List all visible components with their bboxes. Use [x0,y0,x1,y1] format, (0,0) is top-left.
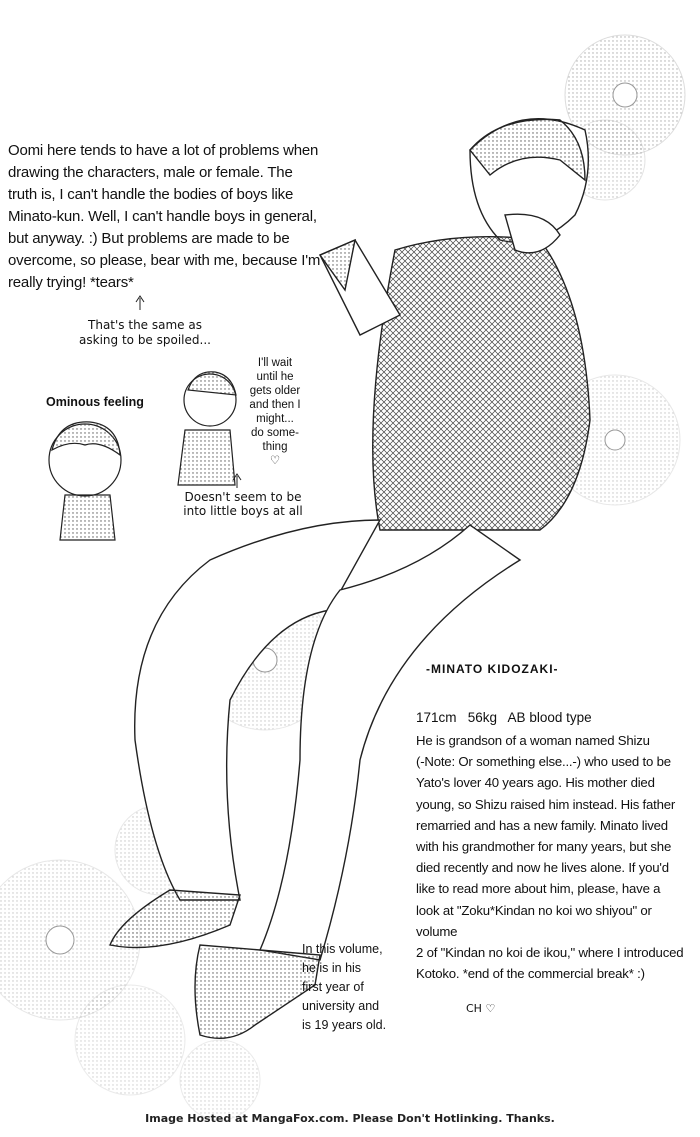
ominous-feeling-label: Ominous feeling [46,395,144,409]
hosting-footer: Image Hosted at MangaFox.com. Please Don't Hotlinking. Thanks. [145,1112,555,1125]
signature: CH ♡ [466,1002,496,1015]
volume-note: In this volume, he is in his first year of university and is 19 years old. [302,942,387,1032]
wait-note: I'll wait until he gets older and then I might... do some- thing ♡ [249,357,301,467]
author-note: Oomi here tends to have a lot of problems when drawing the characters, male or female. The truth is, I can't handle the bodies of boys like Minato-kun. Well, I can't handle boys in general, but anyway. :) But problems are made to be overcome, so please, bear with me, because I'm really trying! *tears* [8,142,321,291]
profile-body: He is grandson of a woman named Shizu (-Note: Or something else...-) who used to be Yato's lover 40 years ago. His mother died young, so Shizu raised him instead. His father remarried and has a new family. Minato lived with his grandmother for many years, but she died recently and now he lives alone. If you'd like to read more about him, please, have a look at "Zoku*Kindan no koi wo shiyou" or volume 2 of "Kindan no koi de ikou," where I introduced Kotoko. *end of the commercial break* :) [416,733,684,982]
profile-title: -MINATO KIDOZAKI- [426,662,559,676]
profile-stats: 171cm 56kg AB blood type [416,710,592,725]
spoil-note: That's the same as asking to be spoiled... [79,318,211,347]
boys-note: Doesn't seem to be into little boys at all [183,490,303,518]
